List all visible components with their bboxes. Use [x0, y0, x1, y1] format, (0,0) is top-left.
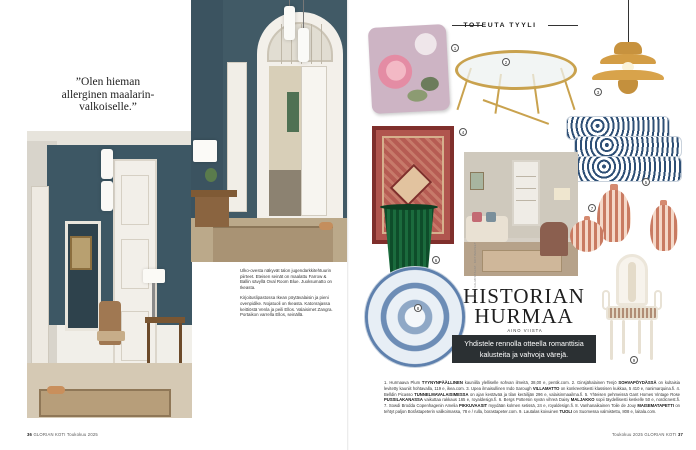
folio-left — [27, 432, 98, 437]
product-wallpaper — [364, 266, 466, 368]
mirror — [70, 236, 92, 270]
article-title: HISTORIAN HURMAA — [463, 284, 585, 328]
product-pillow — [368, 24, 450, 114]
body-text-segment: on kultaisia levitetty kauniit hohtavalla, 119 e, ikea.com. 3. Upea ilmaisullinen Indo Sarough — [384, 380, 680, 391]
product-number: 7 — [588, 204, 596, 212]
hallway-photo — [27, 131, 192, 418]
body-text-segment: on Suomessa valmistettu, 808 e, laitala.com. — [572, 408, 657, 414]
issue-date: Toukokuu 2025 — [612, 432, 644, 437]
product-bedding — [566, 112, 684, 184]
body-text-segment: on ajan kestävää ja tilan keräilijän 296 e, valaisinmaailma.fi. 5. Yhteisen pehmeissä Gant Homes Vintage Rose — [468, 391, 681, 397]
pull-quote: ”Olen hieman allerginen maalarin-valkoiselle.” — [61, 76, 155, 113]
plant — [205, 168, 217, 182]
byline: AINO VIISTA — [507, 328, 543, 333]
product-name: VILLAMATTO — [532, 385, 560, 391]
page-number: 36 — [27, 432, 33, 437]
body-text-segment: Hurmaava Plum — [389, 380, 422, 385]
product-vase — [570, 220, 604, 252]
body-text-segment: myydään kolmen setissä, 24 e, royaldesign.fi. 8. Vanhanaikainen Toile de Jouy — [487, 403, 638, 409]
body-text-segment: sopii täydellisesti keskelle 50 e, nordicnest.fi. 7. Sowdi Brodda Copenhagenin Amelia — [384, 397, 680, 409]
page-number: 37 — [677, 432, 684, 437]
product-number: 6 — [432, 256, 440, 264]
product-list-text — [384, 380, 680, 415]
writing-desk — [191, 190, 237, 197]
body-text-segment: vaikuttaa rakkaus 165 e, royaldesign.fi. 6. Bergs Pottersin syvän vihreä Daisy — [422, 397, 571, 403]
shoes — [47, 386, 65, 394]
pendant-lamp — [101, 181, 113, 211]
issue-date: Toukokuu 2025 — [66, 432, 98, 437]
magazine-title: GLORIAN KOTI — [33, 432, 66, 437]
section-kicker: TOTEUTA TYYLI — [463, 22, 537, 29]
cabinet — [512, 160, 540, 226]
runner-rug — [213, 226, 333, 262]
product-coffee-table — [455, 50, 577, 90]
product-name: PUSSILAKANASSA — [384, 397, 423, 403]
body-text-segment: on tehtyt paljon Borâstapeterin valikoimassa, 78 e / rulla, borastapeter.com. 9. Lautalas koivuinen — [384, 403, 680, 414]
armchair — [540, 222, 568, 256]
shoes — [319, 222, 333, 230]
product-number: 4 — [459, 128, 467, 136]
product-name: MALJAKKO — [570, 397, 595, 403]
table-lamp — [143, 269, 165, 283]
product-name: MAISEMATAPETTI — [637, 403, 674, 409]
product-number: 8 — [414, 304, 422, 312]
product-number: 5 — [642, 178, 650, 186]
product-name: TUOLI — [559, 408, 573, 414]
product-number: 9 — [630, 356, 638, 364]
product-name: TYYNYNPÄÄLLINEN — [421, 380, 463, 385]
product-pendant-lamp — [614, 42, 642, 54]
caption-1: Ulko-ovesta näkyvät talon jugendarkkitehtuurin piirteet. Eteisen seinät on maalattu Farrow & Ballin sävyllä Oval Room Blue. Juoksumatto on Ikeasta. — [240, 268, 333, 290]
product-number: 3 — [594, 88, 602, 96]
photo-credit: KUVAT VALMISTAJAT, KOTIMAISET — [473, 241, 477, 300]
product-name: SOHVAPÖYDÄSSÄ — [618, 380, 657, 385]
body-text-segment: kauniilla ylelliselle sohvan ilmeitä, 38,00 e, pentik.com. 2. Ginsjähalainen Tenjö — [462, 380, 619, 385]
product-name: PIKKUVAASIT — [459, 403, 488, 409]
lead-text: Yhdistele rennolla otteella romanttisia kalusteita ja vahvoja värejä. — [452, 335, 596, 363]
caption-2: Kirjoituslipastossa Ikean pöytävalaisin ja pieni ovenpidike. Nojatuoli on Ikeasta. Katonrajassa keittiöstä Venla ja peili Ellos. Valaisimet Zangra. Portaikon varrella Ellos, seinällä. — [240, 295, 333, 318]
pendant-lamp — [298, 28, 309, 62]
kicker-rule — [548, 25, 578, 26]
product-number: 1 — [451, 44, 459, 52]
magazine-title: GLORIAN KOTI — [644, 432, 677, 437]
folio-right — [612, 432, 683, 437]
body-segments — [384, 380, 680, 414]
pendant-lamp — [284, 6, 295, 40]
living-room-photo — [464, 152, 578, 276]
pendant-lamp — [101, 149, 113, 179]
product-vase — [650, 205, 678, 251]
doorway-photo — [191, 0, 348, 262]
photo-captions — [240, 268, 336, 323]
product-number: 2 — [502, 58, 510, 66]
table-lamp — [193, 140, 217, 162]
body-intro: 1. — [384, 380, 388, 385]
product-name: TUNNELMAVALAISIMESSA — [414, 391, 469, 397]
open-door — [301, 66, 327, 216]
body-text-segment: on konkreettisesti klassisen kukkaa, 5 410 e, nanimarquina.fi. 4. Belldin Picasso — [384, 385, 680, 397]
